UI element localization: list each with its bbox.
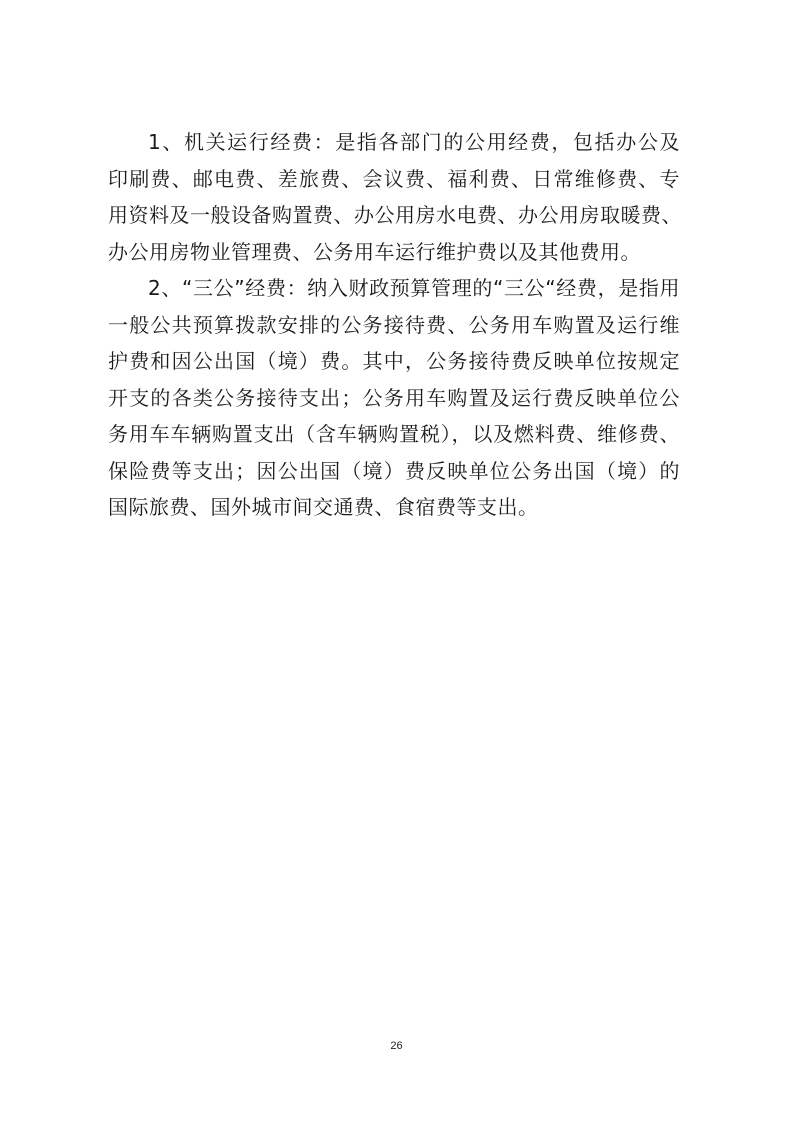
paragraph-line: 用资料及一般设备购置费、办公用房水电费、办公用房取暖费、 (108, 203, 682, 227)
page-number: 26 (390, 1040, 403, 1052)
paragraph-line: 开支的各类公务接待支出；公务用车购置及运行费反映单位公 (108, 385, 680, 410)
paragraph-line: 务用车车辆购置支出（含车辆购置税），以及燃料费、维修费、 (108, 422, 680, 446)
paragraph-line: 一般公共预算拨款安排的公务接待费、公务用车购置及运行维 (108, 312, 680, 337)
paragraph-three-public-expenses (108, 270, 680, 526)
paragraph-line: 保险费等支出；因公出国（境）费反映单位公务出国（境）的 (108, 458, 680, 483)
paragraph-operating-expenses (108, 124, 680, 270)
paragraph-line: 护费和因公出国（境）费。其中，公务接待费反映单位按规定 (108, 349, 680, 373)
paragraph-line: 办公用房物业管理费、公务用车运行维护费以及其他费用。 (108, 239, 641, 264)
paragraph-line: 印刷费、邮电费、差旅费、会议费、福利费、日常维修费、专 (108, 166, 680, 191)
paragraph-line: 2、“三公”经费：纳入财政预算管理的“三公“经费，是指用 (148, 276, 680, 300)
body-text (108, 124, 680, 526)
paragraph-line: 1、机关运行经费：是指各部门的公用经费，包括办公及 (148, 130, 680, 154)
paragraph-line: 国际旅费、国外城市间交通费、食宿费等支出。 (108, 495, 539, 519)
